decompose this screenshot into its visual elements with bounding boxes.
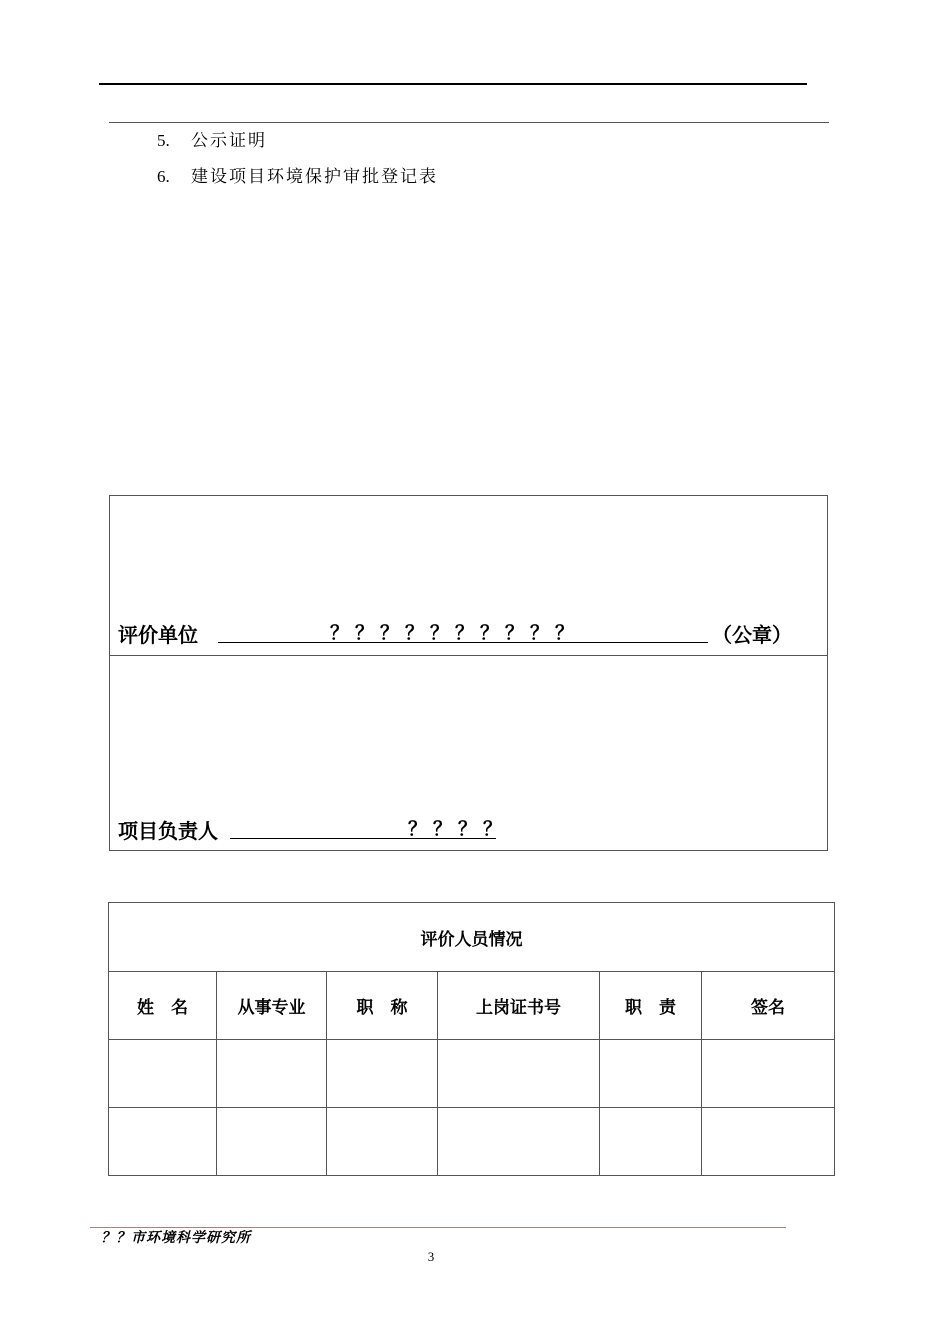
official-seal-label: （公章） xyxy=(712,623,792,647)
list-item-text: 建设项目环境保护审批登记表 xyxy=(191,167,438,187)
table-cell[interactable] xyxy=(600,1040,702,1108)
signature-box xyxy=(109,495,828,851)
project-leader-field xyxy=(230,814,509,840)
column-header-certificate: 上岗证书号 xyxy=(438,972,600,1040)
list-item: 5. 公示证明 xyxy=(157,131,267,151)
header-thin-rule xyxy=(109,122,829,123)
table-cell[interactable] xyxy=(702,1040,835,1108)
table-cell[interactable] xyxy=(217,1108,327,1176)
column-header-specialty: 从事专业 xyxy=(217,972,327,1040)
table-title: 评价人员情况 xyxy=(109,903,835,972)
table-cell[interactable] xyxy=(327,1108,438,1176)
column-header-duty: 职 责 xyxy=(600,972,702,1040)
table-cell[interactable] xyxy=(438,1108,600,1176)
table-title-row xyxy=(109,903,835,972)
list-item: 6. 建设项目环境保护审批登记表 xyxy=(157,167,438,187)
signature-box-divider xyxy=(109,655,828,656)
page-number: 3 xyxy=(427,1249,435,1264)
evaluation-unit-label: 评价单位 xyxy=(118,623,198,647)
table-cell[interactable] xyxy=(109,1108,217,1176)
table-cell[interactable] xyxy=(217,1040,327,1108)
evaluation-unit-value: ？？？？？？？？？？ xyxy=(330,622,581,644)
table-cell[interactable] xyxy=(600,1108,702,1176)
column-header-signature: 签名 xyxy=(702,972,835,1040)
header-rule xyxy=(99,83,807,85)
project-leader-value: ？？？？ xyxy=(408,818,509,840)
project-leader-label: 项目负责人 xyxy=(118,819,218,843)
column-header-title: 职 称 xyxy=(327,972,438,1040)
footer-organization: ？？市环境科学研究所 xyxy=(101,1230,251,1246)
table-row xyxy=(109,1040,835,1108)
staff-table xyxy=(108,902,835,1176)
list-item-text: 公示证明 xyxy=(191,131,267,151)
evaluation-unit-field xyxy=(218,618,708,643)
table-cell[interactable] xyxy=(327,1040,438,1108)
table-cell[interactable] xyxy=(702,1108,835,1176)
table-row xyxy=(109,1108,835,1176)
column-header-name: 姓 名 xyxy=(109,972,217,1040)
table-cell[interactable] xyxy=(438,1040,600,1108)
table-cell[interactable] xyxy=(109,1040,217,1108)
table-header-row xyxy=(109,972,835,1040)
